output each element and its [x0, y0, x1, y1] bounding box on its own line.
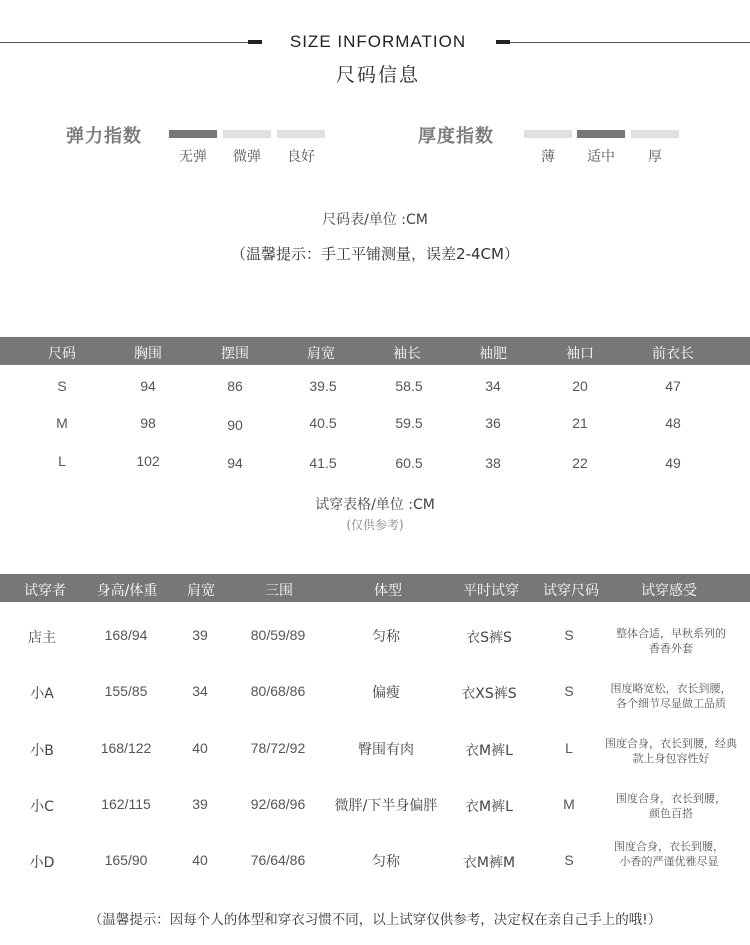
size-cell: 90 [227, 417, 243, 433]
size-cell: M [56, 415, 68, 431]
tryer-name: 小C [30, 799, 54, 815]
measurements: 78/72/92 [250, 740, 306, 756]
elasticity-option: 良好 [287, 149, 315, 165]
try-size: S [564, 852, 574, 868]
measurements: 80/68/86 [250, 683, 306, 699]
size-table-header [0, 337, 750, 365]
feeling-line: 颜色百搭 [649, 807, 693, 820]
try-feeling [596, 681, 746, 711]
measurements: 92/68/96 [250, 796, 306, 812]
feeling-line: 小香的严谨优雅尽显 [619, 855, 719, 868]
thickness-bar-1 [524, 130, 572, 138]
feeling-line: 款上身包容性好 [632, 752, 710, 765]
size-cell: 49 [665, 455, 681, 471]
elasticity-option: 微弹 [233, 149, 261, 165]
shoulder: 40 [192, 740, 208, 756]
size-col-header: 胸围 [134, 346, 162, 362]
feeling-line: 围度略宽松，衣长到腰， [610, 682, 732, 695]
size-cell: 48 [665, 415, 681, 431]
elasticity-bar-1 [169, 130, 217, 138]
size-cell: 59.5 [395, 415, 423, 431]
try-col-header: 三围 [265, 583, 293, 599]
tryer-name: 店主 [28, 630, 56, 646]
thickness-option: 薄 [541, 149, 555, 165]
size-cell: 21 [572, 415, 588, 431]
footer-tip: （温馨提示：因每个人的体型和穿衣习惯不同，以上试穿仅供参考，决定权在亲自己手上的哦!） [88, 912, 662, 928]
try-col-header: 身高/体重 [96, 583, 158, 599]
try-col-header: 试穿尺码 [543, 583, 599, 599]
try-table-header [0, 574, 750, 602]
elasticity-label: 弹力指数 [66, 126, 142, 147]
try-size: M [563, 796, 575, 812]
try-col-header: 肩宽 [187, 583, 215, 599]
size-cell: 47 [665, 378, 681, 394]
size-col-header: 袖肥 [479, 346, 507, 362]
feeling-line: 整体合适，早秋系列的 [616, 627, 726, 640]
feeling-line: 围度合身，衣长到腰，经典 [605, 737, 737, 750]
size-cell: 22 [572, 455, 588, 471]
size-cell: 39.5 [309, 378, 337, 394]
shoulder: 40 [192, 852, 208, 868]
try-col-header: 试穿感受 [641, 583, 697, 599]
size-col-header: 摆围 [221, 346, 249, 362]
thickness-option: 适中 [587, 149, 615, 165]
try-feeling [596, 626, 746, 656]
body-type: 微胖/下半身偏胖 [334, 798, 438, 814]
thickness-label: 厚度指数 [418, 126, 494, 147]
try-feeling [594, 839, 744, 869]
try-size: S [564, 627, 574, 643]
height-weight: 168/122 [100, 740, 152, 756]
body-type: 偏瘦 [372, 685, 400, 701]
feeling-line: 围度合身，衣长到腰， [614, 840, 724, 853]
tryer-name: 小A [30, 686, 54, 702]
size-cell: 98 [140, 415, 156, 431]
size-col-header: 袖长 [393, 346, 421, 362]
size-col-header: 袖口 [566, 346, 594, 362]
elasticity-bar-2 [223, 130, 271, 138]
try-feeling [596, 736, 746, 766]
shoulder: 39 [192, 796, 208, 812]
size-cell: 58.5 [395, 378, 423, 394]
size-cell: 20 [572, 378, 588, 394]
try-col-header: 平时试穿 [463, 583, 519, 599]
tryer-name: 小D [29, 855, 55, 871]
usual-size: 衣M裤L [465, 743, 513, 759]
usual-size: 衣M裤M [462, 855, 516, 871]
size-cell: 94 [227, 455, 243, 471]
elasticity-option: 无弹 [179, 149, 207, 165]
shoulder: 34 [192, 683, 208, 699]
try-size: L [565, 740, 573, 756]
size-cell: S [57, 378, 67, 394]
thickness-option: 厚 [648, 149, 662, 165]
header-dash-right [496, 40, 510, 44]
body-type: 匀称 [372, 629, 400, 645]
size-cell: 94 [140, 378, 156, 394]
try-unit-note: 试穿表格/单位 :CM [315, 497, 435, 513]
size-cell: L [58, 453, 66, 469]
height-weight: 165/90 [104, 852, 148, 868]
thickness-bar-3 [631, 130, 679, 138]
body-type: 臀围有肉 [358, 742, 414, 758]
size-col-header: 尺码 [48, 346, 76, 362]
size-cell: 38 [485, 455, 501, 471]
header-rule-right [510, 42, 750, 43]
try-sub-note: (仅供参考) [346, 518, 404, 532]
header-rule-left [0, 42, 248, 43]
feeling-line: 香香外套 [649, 642, 693, 655]
usual-size: 衣XS裤S [461, 686, 517, 702]
page-title-cn: 尺码信息 [335, 64, 420, 86]
feeling-line: 围度合身，衣长到腰， [616, 792, 726, 805]
size-cell: 102 [136, 453, 160, 469]
size-cell: 86 [227, 378, 243, 394]
size-col-header: 前衣长 [652, 346, 694, 362]
size-col-header: 肩宽 [307, 346, 335, 362]
header-dash-left [248, 40, 262, 44]
size-unit-note: 尺码表/单位 :CM [322, 212, 428, 228]
size-cell: 60.5 [395, 455, 423, 471]
height-weight: 168/94 [104, 627, 148, 643]
size-cell: 34 [485, 378, 501, 394]
size-cell: 41.5 [309, 455, 337, 471]
try-size: S [564, 683, 574, 699]
height-weight: 162/115 [101, 796, 151, 812]
tryer-name: 小B [30, 743, 54, 759]
size-tip: （温馨提示：手工平铺测量，误差2-4CM） [231, 245, 519, 263]
feeling-line: 各个细节尽显做工品质 [616, 697, 726, 710]
size-cell: 40.5 [309, 415, 337, 431]
try-col-header: 体型 [374, 583, 402, 599]
try-feeling [596, 791, 746, 821]
size-cell: 36 [485, 415, 501, 431]
shoulder: 39 [192, 627, 208, 643]
page-title-en: SIZE INFORMATION [289, 32, 467, 51]
measurements: 80/59/89 [250, 627, 306, 643]
height-weight: 155/85 [104, 683, 148, 699]
thickness-bar-2 [577, 130, 625, 138]
usual-size: 衣M裤L [465, 799, 513, 815]
usual-size: 衣S裤S [466, 630, 512, 646]
measurements: 76/64/86 [250, 852, 306, 868]
body-type: 匀称 [372, 854, 400, 870]
elasticity-bar-3 [277, 130, 325, 138]
try-col-header: 试穿者 [24, 583, 66, 599]
